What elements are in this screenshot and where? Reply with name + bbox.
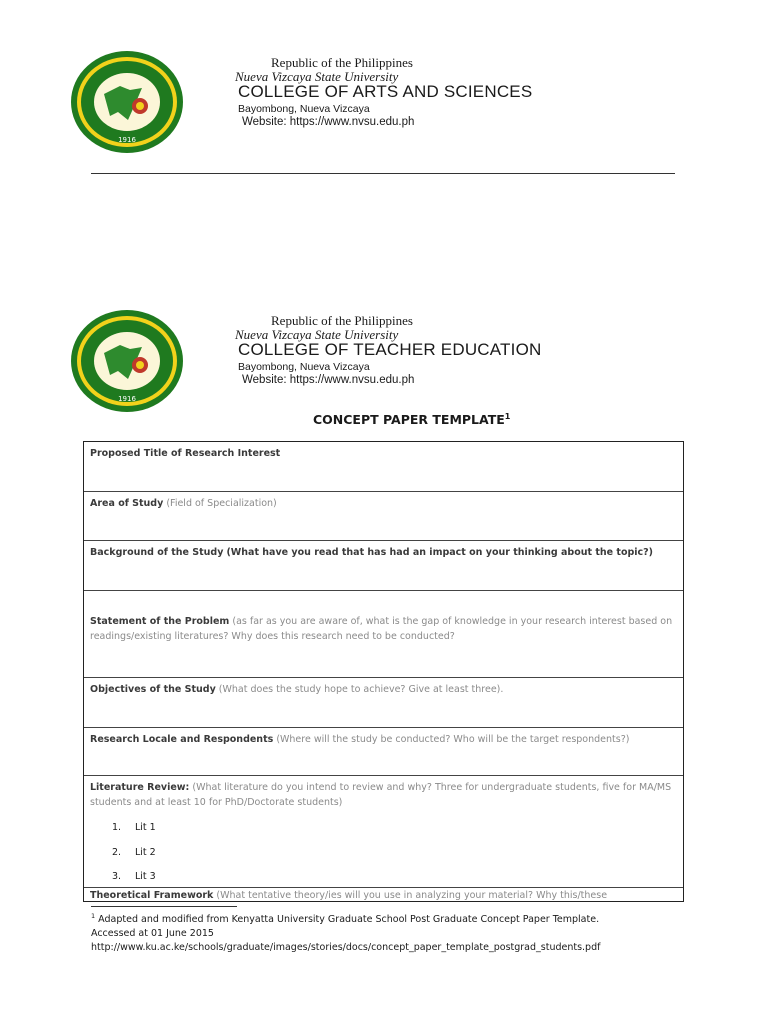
- address: Bayombong, Nueva Vizcaya: [238, 103, 370, 115]
- row-label: Literature Review:: [90, 782, 190, 793]
- list-item: 1. Lit 1: [112, 822, 156, 833]
- template-title: CONCEPT PAPER TEMPLATE$^1$: [313, 412, 511, 428]
- address: Bayombong, Nueva Vizcaya: [238, 361, 370, 373]
- row-hint: (What tentative theory/ies will you use in analyzing your material? Why this/these: [216, 890, 608, 901]
- row-hint: (Field of Specialization): [166, 498, 277, 509]
- university-name: Nueva Vizcaya State University: [235, 69, 399, 84]
- svg-text:1916: 1916: [118, 395, 136, 403]
- website: Website: https://www.nvsu.edu.ph: [242, 374, 415, 386]
- university-seal-bottom: [70, 309, 184, 413]
- republic-text: Republic of the Philippines: [271, 55, 413, 70]
- header-divider: [91, 173, 675, 174]
- university-name: Nueva Vizcaya State University: [235, 327, 399, 342]
- republic-text: Republic of the Philippines: [271, 313, 413, 328]
- row-label: Background of the Study: [90, 547, 224, 558]
- form-row-title[interactable]: [84, 442, 683, 492]
- row-hint: (What does the study hope to achieve? Give at least three).: [218, 684, 504, 695]
- form-row-objectives[interactable]: [84, 678, 683, 728]
- footnote-divider: [91, 906, 237, 907]
- form-row-literature[interactable]: [84, 776, 683, 888]
- website: Website: https://www.nvsu.edu.ph: [242, 116, 415, 128]
- footnote-line: Accessed at 01 June 2015: [91, 928, 214, 940]
- row-label: Theoretical Framework: [90, 890, 214, 901]
- row-label: Area of Study: [90, 498, 164, 509]
- footnote-ref: 1: [504, 412, 511, 421]
- concept-paper-form: [83, 441, 684, 902]
- form-row-framework[interactable]: [84, 888, 683, 902]
- form-row-area[interactable]: [84, 492, 683, 541]
- row-hint: (as far as you are aware of, what is the gap of knowledge in your research interest based on readings/existing literatures? Why does this research need to be conducted?: [90, 616, 673, 642]
- footnote-url[interactable]: http://www.ku.ac.ke/schools/graduate/images/stories/docs/concept_paper_template_postgrad_students.pdf: [91, 942, 601, 954]
- college-name: COLLEGE OF TEACHER EDUCATION: [238, 340, 542, 359]
- row-label: Proposed Title of Research Interest: [90, 448, 281, 459]
- list-item: 3. Lit 3: [112, 871, 156, 882]
- row-hint: (What have you read that has had an impact on your thinking about the topic?): [226, 547, 654, 558]
- row-label: Statement of the Problem: [90, 616, 230, 627]
- literature-list: [112, 820, 677, 888]
- form-row-problem[interactable]: [84, 591, 683, 678]
- svg-text:1916: 1916: [118, 136, 136, 144]
- footnote-line: $^1$ Adapted and modified from Kenyatta University Graduate School Post Graduate Concept Paper Template.: [91, 912, 600, 926]
- row-hint: (What literature do you intend to review and why? Three for undergraduate students, five for MA/MS students and at least 10 for PhD/Doctorate students): [90, 782, 672, 808]
- list-item: 2. Lit 2: [112, 846, 156, 858]
- footnote: [91, 909, 731, 955]
- form-row-locale[interactable]: [84, 728, 683, 776]
- row-hint: (Where will the study be conducted? Who will be the target respondents?): [276, 734, 630, 745]
- university-seal-top: [70, 50, 184, 154]
- form-row-background[interactable]: [84, 541, 683, 591]
- row-label: Objectives of the Study: [90, 684, 216, 695]
- row-label: Research Locale and Respondents: [90, 734, 274, 745]
- college-name: COLLEGE OF ARTS AND SCIENCES: [238, 82, 533, 101]
